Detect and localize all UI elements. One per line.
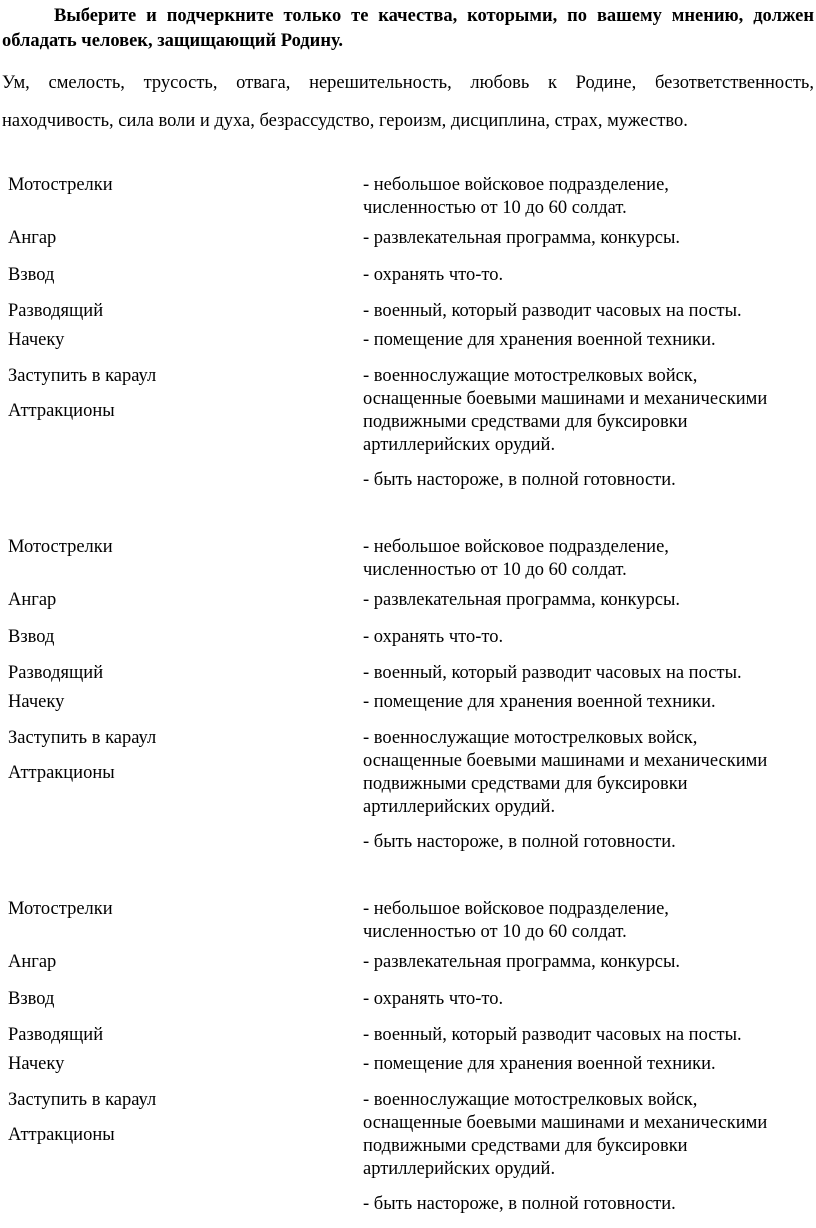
definition: - военнослужащие мотострелковых войск, оснащенные боевыми машинами и механическими подвижными средствами для буксировки артиллерийских орудий. <box>363 1090 768 1179</box>
definition: - военнослужащие мотострелковых войск, оснащенные боевыми машинами и механическими подвижными средствами для буксировки артиллерийских орудий. <box>363 728 768 817</box>
term: Заступить в караул <box>8 366 157 386</box>
term: Мотострелки <box>8 537 113 557</box>
term: Ангар <box>8 952 57 972</box>
definition: - помещение для хранения военной техники. <box>363 692 716 712</box>
term: Заступить в караул <box>8 728 157 748</box>
definition: - помещение для хранения военной техники. <box>363 330 716 350</box>
term: Аттракционы <box>8 763 115 783</box>
definition: - военный, который разводит часовых на посты. <box>363 1025 742 1045</box>
term: Разводящий <box>8 1025 104 1045</box>
definition: - быть настороже, в полной готовности. <box>363 832 676 852</box>
definition: - военный, который разводит часовых на посты. <box>363 663 742 683</box>
term: Взвод <box>8 627 55 647</box>
term: Мотострелки <box>8 175 113 195</box>
term: Аттракционы <box>8 401 115 421</box>
term: Начеку <box>8 1054 65 1074</box>
definition: - развлекательная программа, конкурсы. <box>363 590 681 610</box>
definition: - военный, который разводит часовых на посты. <box>363 301 742 321</box>
definition: - небольшое войсковое подразделение, численностью от 10 до 60 солдат. <box>363 537 669 580</box>
qualities-list: Ум, смелость, трусость, отвага, нерешительность, любовь к Родине, безответственность, находчивость, сила воли и духа, безрассудство, героизм, дисциплина, страх, мужество. <box>2 73 814 131</box>
definition: - охранять что-то. <box>363 989 504 1009</box>
task-title: Выберите и подчеркните только те качества, которыми, по вашему мнению, должен обладать человек, защищающий Родину. <box>2 6 814 51</box>
definition: - охранять что-то. <box>363 265 504 285</box>
definition: - охранять что-то. <box>363 627 504 647</box>
matching-block <box>0 536 816 866</box>
definition: - развлекательная программа, конкурсы. <box>363 228 681 248</box>
term: Ангар <box>8 228 57 248</box>
matching-block <box>0 174 816 504</box>
term: Взвод <box>8 989 55 1009</box>
term: Заступить в караул <box>8 1090 157 1110</box>
definition: - небольшое войсковое подразделение, численностью от 10 до 60 солдат. <box>363 175 669 218</box>
definition: - развлекательная программа, конкурсы. <box>363 952 681 972</box>
definition: - небольшое войсковое подразделение, численностью от 10 до 60 солдат. <box>363 899 669 942</box>
definition: - быть настороже, в полной готовности. <box>363 470 676 490</box>
term: Разводящий <box>8 663 104 683</box>
term: Ангар <box>8 590 57 610</box>
term: Начеку <box>8 330 65 350</box>
term: Взвод <box>8 265 55 285</box>
definition: - военнослужащие мотострелковых войск, оснащенные боевыми машинами и механическими подвижными средствами для буксировки артиллерийских орудий. <box>363 366 768 455</box>
definition: - быть настороже, в полной готовности. <box>363 1194 676 1214</box>
definition: - помещение для хранения военной техники. <box>363 1054 716 1074</box>
term: Мотострелки <box>8 899 113 919</box>
matching-block <box>0 898 816 1228</box>
term: Аттракционы <box>8 1125 115 1145</box>
term: Начеку <box>8 692 65 712</box>
term: Разводящий <box>8 301 104 321</box>
